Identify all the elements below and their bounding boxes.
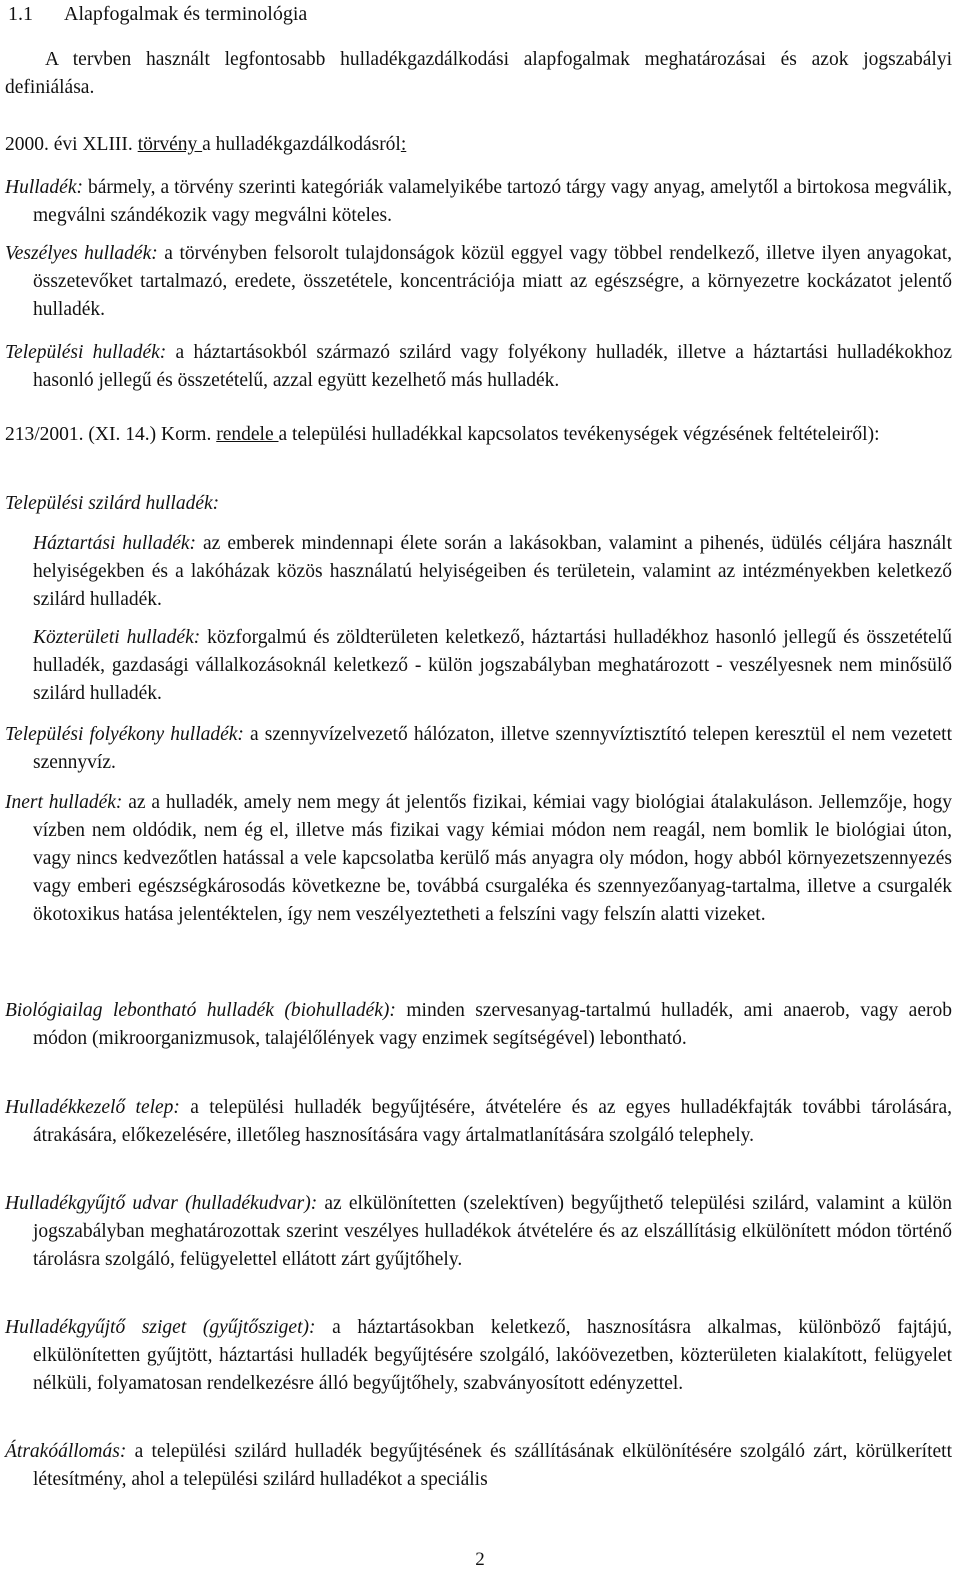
- definition-term: Háztartási hulladék:: [33, 533, 196, 554]
- definition-term: Veszélyes hulladék:: [5, 243, 158, 264]
- definition-text: az elkülönítetten (szelektíven) begyűjthető települési szilárd, valamint a külön jogszabályban meghatározottak szerint veszélyes hulladékok átvételére és az elszállításig elkülönített módon történő tárolásra szolgáló, felügyelettel ellátott zárt gyűjtőhely.: [33, 1193, 952, 1270]
- definition-hulladekgyujto-sziget: [5, 1314, 952, 1398]
- definition-term: Inert hulladék:: [5, 792, 123, 813]
- definition-term: Átrakóállomás:: [5, 1441, 127, 1462]
- definition-telepulesi-folyekony-hulladek: [5, 721, 952, 777]
- definition-kozteruleti-hulladek: [33, 624, 952, 708]
- law-reference-2000: [5, 131, 952, 159]
- definition-text: a települési hulladék begyűjtésére, átvételére és az egyes hulladékfajták további tárolására, átrakására, előkezelésére, illetőleg hasznosítására vagy ártalmatlanítására szolgáló telephely.: [33, 1097, 952, 1146]
- definition-term: Közterületi hulladék:: [33, 627, 201, 648]
- definition-haztartasi-hulladek: [33, 530, 952, 614]
- definition-text: minden szervesanyag-tartalmú hulladék, ami anaerob, vagy aerob módon (mikroorganizmusok, talajélőlények vagy enzimek segítségével) lebontható.: [33, 1000, 952, 1049]
- definition-text: a háztartásokból származó szilárd vagy folyékony hulladék, illetve a háztartási hulladékokhoz hasonló jellegű és összetételű, azzal együtt kezelhető más hulladék.: [33, 342, 952, 391]
- law1-type: törvény: [137, 134, 203, 155]
- subheading-telepulesi-szilard: Települési szilárd hulladék:: [5, 493, 220, 514]
- definition-text: a törvényben felsorolt tulajdonságok közül eggyel vagy többel rendelkező, illetve ilyen anyagokat, összetevőket tartalmazó, eredete, összetétele, koncentrációja miatt az egészségre, a környezetre kockázatot jelentő hulladék.: [33, 243, 952, 320]
- definition-term: Hulladék:: [5, 177, 83, 198]
- definition-atrakoallomas: [5, 1438, 952, 1494]
- section-number: 1.1: [8, 3, 33, 25]
- definition-term: Hulladékgyűjtő sziget (gyűjtősziget):: [5, 1317, 316, 1338]
- law2-number: 213/2001. (XI. 14.) Korm.: [5, 424, 217, 445]
- definition-text: a szennyvízelvezető hálózaton, illetve szennyvíztisztító telepen keresztül el nem vezetett szennyvíz.: [33, 724, 952, 773]
- definition-hulladekgyujto-udvar: [5, 1190, 952, 1274]
- definition-biohulladek: [5, 997, 952, 1053]
- definition-term: Hulladékkezelő telep:: [5, 1097, 180, 1118]
- definition-telepulesi-hulladek: [5, 339, 952, 395]
- definition-text: közforgalmú és zöldterületen keletkező, háztartási hulladékhoz hasonló jellegű és összetételű hulladék, gazdasági vállalkozásoknál keletkező - külön jogszabályban meghatározott - veszélyesnek nem minősülő szilárd hulladék.: [33, 627, 952, 704]
- definition-term: Települési folyékony hulladék:: [5, 724, 244, 745]
- law2-type: rendele: [216, 424, 279, 445]
- law-reference-213-2001: [5, 421, 952, 449]
- definition-text: az emberek mindennapi élete során a lakásokban, valamint a pihenés, üdülés céljára használt helyiségekben és a lakóházak közös használatú helyiségeiben és területein, valamint az intézményekben keletkező szilárd hulladék.: [33, 533, 952, 610]
- page-number: 2: [475, 1549, 485, 1570]
- definition-hulladekkezelo-telep: [5, 1094, 952, 1150]
- definition-term: Hulladékgyűjtő udvar (hulladékudvar):: [5, 1193, 318, 1214]
- definition-term: Biológiailag lebontható hulladék (biohulladék):: [5, 1000, 396, 1021]
- definition-hulladek: [5, 174, 952, 230]
- definition-text: az a hulladék, amely nem megy át jelentős fizikai, kémiai vagy biológiai átalakuláson. Jellemzője, hogy vízben nem oldódik, nem ég el, illetve más fizikai vagy kémiai módon nem reagál, nem bomlik le biológiai úton, vagy nincs kedvezőtlen hatással a vele kapcsolatba kerülő más anyagra oly módon, hogy abból környezetszennyezés vagy emberi egészségkárosodás következne be, továbbá csurgaléka és szennyezőanyag-tartalma, illetve a csurgalék ökotoxikus hatása jelentéktelen, így nem veszélyeztetheti a felszíni vagy felszín alatti vizeket.: [33, 792, 952, 925]
- definition-text: a települési szilárd hulladék begyűjtésének és szállításának elkülönítésére szolgáló zárt, körülkerített létesítmény, ahol a települési szilárd hulladékot a speciális: [33, 1441, 952, 1490]
- section-heading: [8, 0, 307, 28]
- law1-colon: :: [400, 134, 407, 155]
- law2-title: a települési hulladékkal kapcsolatos tevékenységek végzésének feltételeiről):: [278, 424, 880, 445]
- law1-number: 2000. évi XLIII.: [5, 134, 138, 155]
- law1-title: a hulladékgazdálkodásról: [202, 134, 401, 155]
- definition-inert-hulladek: [5, 789, 952, 929]
- definition-text: a háztartásokban keletkező, hasznosításra alkalmas, különböző fajtájú, elkülönítetten gyűjtött, háztartási hulladék begyűjtésére szolgáló, lakóövezetben, közterületen kialakított, felügyelet nélküli, folyamatosan rendelkezésre álló begyűjtőhely, szabványosított edényzettel.: [33, 1317, 952, 1394]
- definition-term: Települési hulladék:: [5, 342, 167, 363]
- section-title: Alapfogalmak és terminológia: [64, 3, 308, 25]
- definition-veszelyes-hulladek: [5, 240, 952, 324]
- intro-paragraph: A tervben használt legfontosabb hulladékgazdálkodási alapfogalmak meghatározásai és azok jogszabályi definiálása.: [5, 49, 952, 98]
- definition-text: bármely, a törvény szerinti kategóriák valamelyikébe tartozó tárgy vagy anyag, amelytől a birtokosa megválik, megválni szándékozik vagy megválni köteles.: [33, 177, 952, 226]
